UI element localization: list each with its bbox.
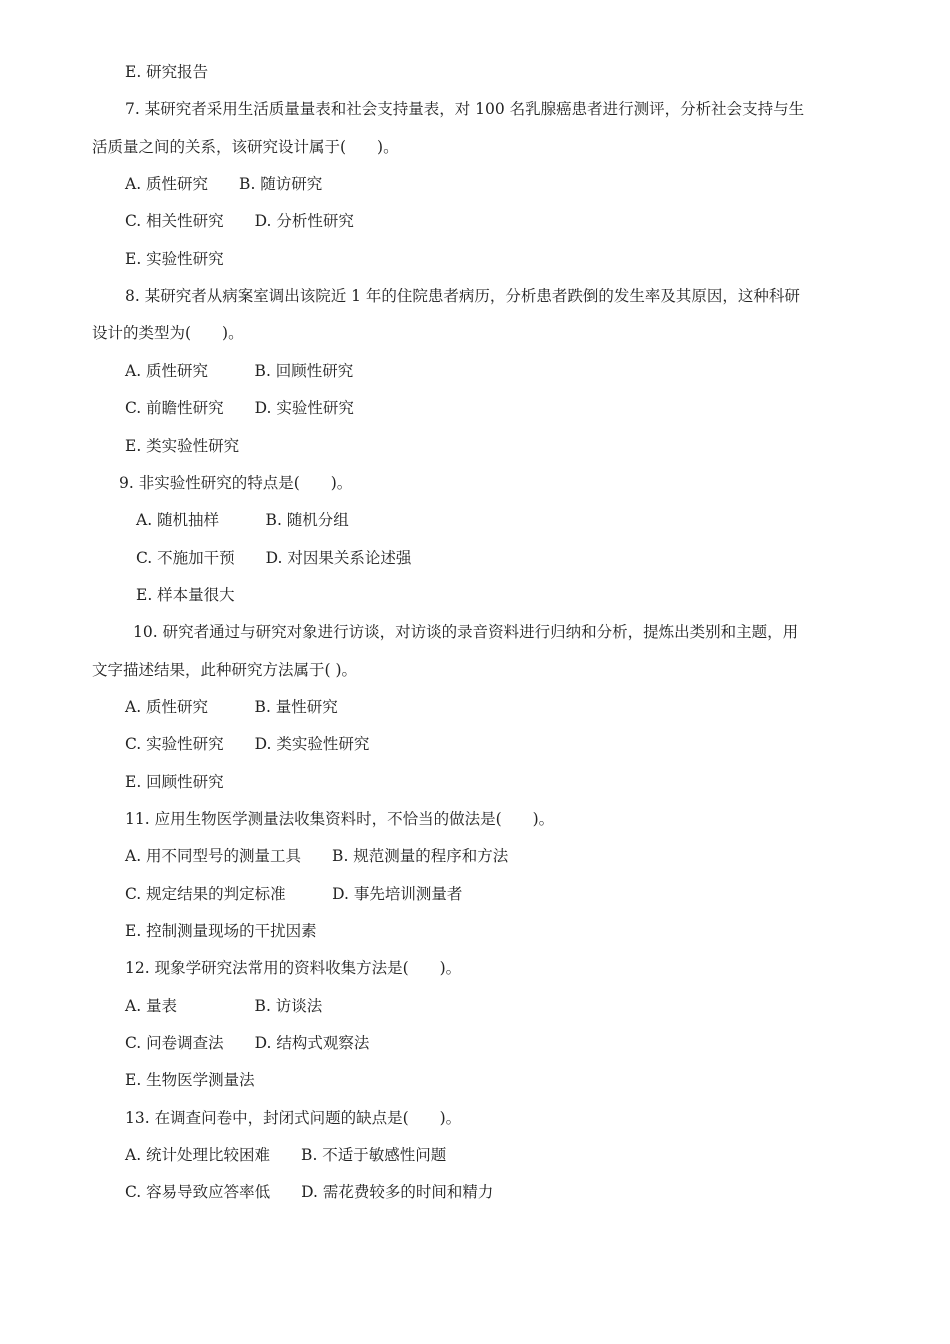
text-line: E. 研究报告 <box>125 63 209 81</box>
question-7-options: C. 相关性研究 D. 分析性研究 <box>125 212 354 230</box>
question-8-stem: 8. 某研究者从病案室调出该院近 1 年的住院患者病历，分析患者跌倒的发生率及其原因，这种科研 <box>125 287 800 305</box>
question-9-options: E. 样本量很大 <box>136 586 235 604</box>
question-7-stem-cont: 活质量之间的关系，该研究设计属于( )。 <box>92 138 399 156</box>
question-8-stem-cont: 设计的类型为( )。 <box>92 324 244 342</box>
question-10-stem: 10. 研究者通过与研究对象进行访谈，对访谈的录音资料进行归纳和分析，提炼出类别和主题，用 <box>133 623 799 641</box>
question-9-options: C. 不施加干预 D. 对因果关系论述强 <box>136 549 412 567</box>
question-12-options: A. 量表 B. 访谈法 <box>125 997 323 1015</box>
question-12-options: C. 问卷调查法 D. 结构式观察法 <box>125 1034 370 1052</box>
question-8-options: A. 质性研究 B. 回顾性研究 <box>125 362 354 380</box>
question-10-options: E. 回顾性研究 <box>125 773 224 791</box>
question-7-stem: 7. 某研究者采用生活质量量表和社会支持量表，对 100 名乳腺癌患者进行测评，分析社会支持与生 <box>125 100 805 118</box>
question-8-options: E. 类实验性研究 <box>125 437 240 455</box>
question-11-stem: 11. 应用生物医学测量法收集资料时，不恰当的做法是( )。 <box>125 810 555 828</box>
question-10-options: C. 实验性研究 D. 类实验性研究 <box>125 735 370 753</box>
question-13-stem: 13. 在调查问卷中，封闭式问题的缺点是( )。 <box>125 1109 462 1127</box>
question-7-options: A. 质性研究 B. 随访研究 <box>125 175 323 193</box>
question-11-options: A. 用不同型号的测量工具 B. 规范测量的程序和方法 <box>125 847 509 865</box>
question-10-options: A. 质性研究 B. 量性研究 <box>125 698 338 716</box>
question-10-stem-cont: 文字描述结果，此种研究方法属于( )。 <box>92 661 358 679</box>
question-9-stem: 9. 非实验性研究的特点是( )。 <box>119 474 353 492</box>
question-13-options: A. 统计处理比较困难 B. 不适于敏感性问题 <box>125 1146 447 1164</box>
question-11-options: C. 规定结果的判定标准 D. 事先培训测量者 <box>125 885 463 903</box>
question-12-stem: 12. 现象学研究法常用的资料收集方法是( )。 <box>125 959 462 977</box>
question-7-options: E. 实验性研究 <box>125 250 224 268</box>
question-13-options: C. 容易导致应答率低 D. 需花费较多的时间和精力 <box>125 1183 494 1201</box>
question-12-options: E. 生物医学测量法 <box>125 1071 255 1089</box>
question-11-options: E. 控制测量现场的干扰因素 <box>125 922 317 940</box>
question-9-options: A. 随机抽样 B. 随机分组 <box>136 511 349 529</box>
question-8-options: C. 前瞻性研究 D. 实验性研究 <box>125 399 354 417</box>
